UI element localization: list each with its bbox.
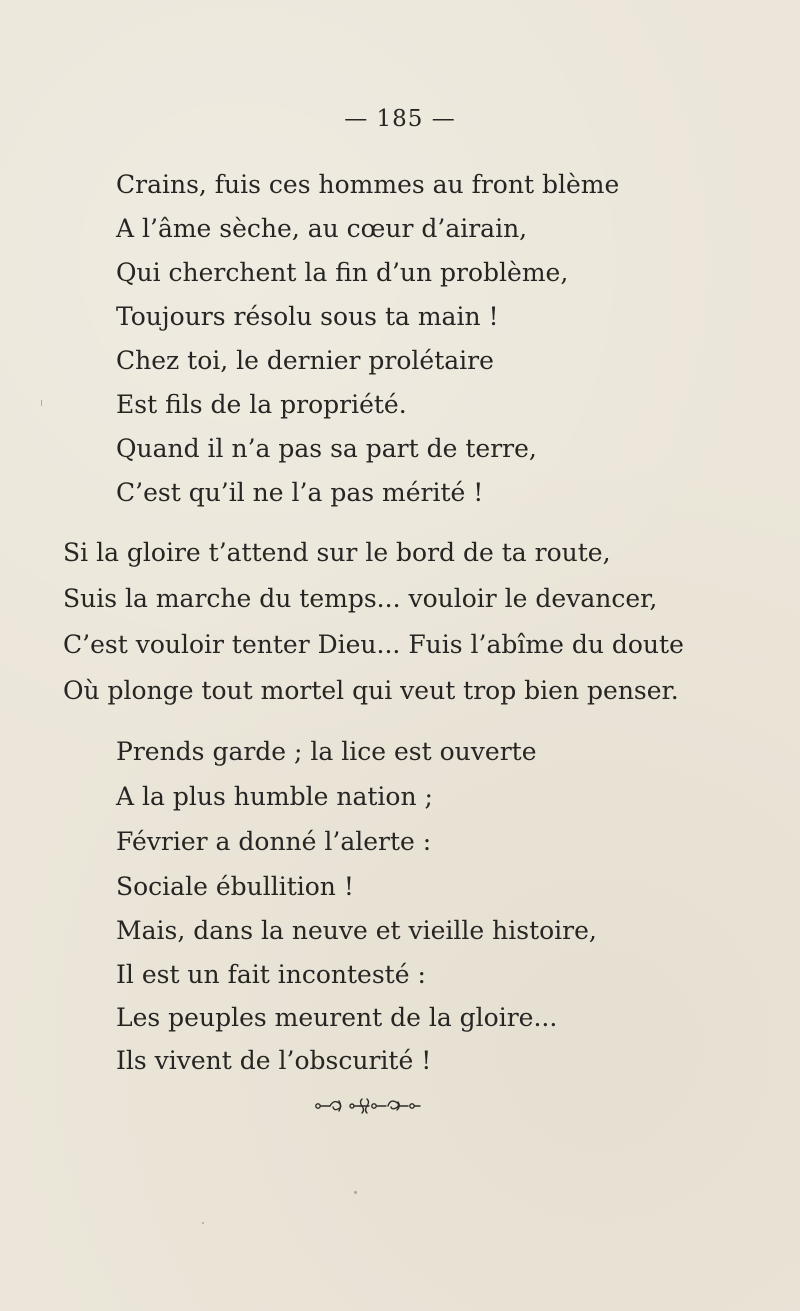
verse-line: Qui cherchent la fin d’un problème,	[116, 258, 569, 287]
verse-line: Mais, dans la neuve et vieille histoire,	[116, 916, 597, 945]
verse-line: Suis la marche du temps... vouloir le devancer,	[63, 584, 658, 613]
verse-line: Il est un fait incontesté :	[116, 960, 426, 989]
verse-line: A l’âme sèche, au cœur d’airain,	[116, 214, 528, 243]
verse-line: Chez toi, le dernier prolétaire	[116, 346, 494, 375]
paper-speck	[354, 1191, 357, 1194]
page-number: — 185 —	[344, 106, 456, 132]
verse-line: Sociale ébullition !	[116, 872, 354, 901]
verse-line: Crains, fuis ces hommes au front blème	[116, 170, 620, 199]
verse-line: Où plonge tout mortel qui veut trop bien penser.	[63, 676, 679, 705]
verse-line: A la plus humble nation ;	[116, 782, 433, 811]
paper-speck	[202, 1222, 204, 1224]
verse-line: Quand il n’a pas sa part de terre,	[116, 434, 537, 463]
verse-line: Ils vivent de l’obscurité !	[116, 1046, 432, 1075]
verse-line: C’est qu’il ne l’a pas mérité !	[116, 478, 484, 507]
verse-line: C’est vouloir tenter Dieu... Fuis l’abîme du doute	[63, 630, 684, 659]
verse-line: Prends garde ; la lice est ouverte	[116, 737, 537, 766]
verse-line: Est fils de la propriété.	[116, 390, 407, 419]
verse-line: Les peuples meurent de la gloire...	[116, 1003, 558, 1032]
verse-line: Février a donné l’alerte :	[116, 827, 432, 856]
verse-line: Toujours résolu sous ta main !	[116, 302, 499, 331]
paper-speck	[41, 400, 42, 406]
verse-line: Si la gloire t’attend sur le bord de ta route,	[63, 538, 611, 567]
ornamental-divider-icon	[312, 1096, 442, 1116]
